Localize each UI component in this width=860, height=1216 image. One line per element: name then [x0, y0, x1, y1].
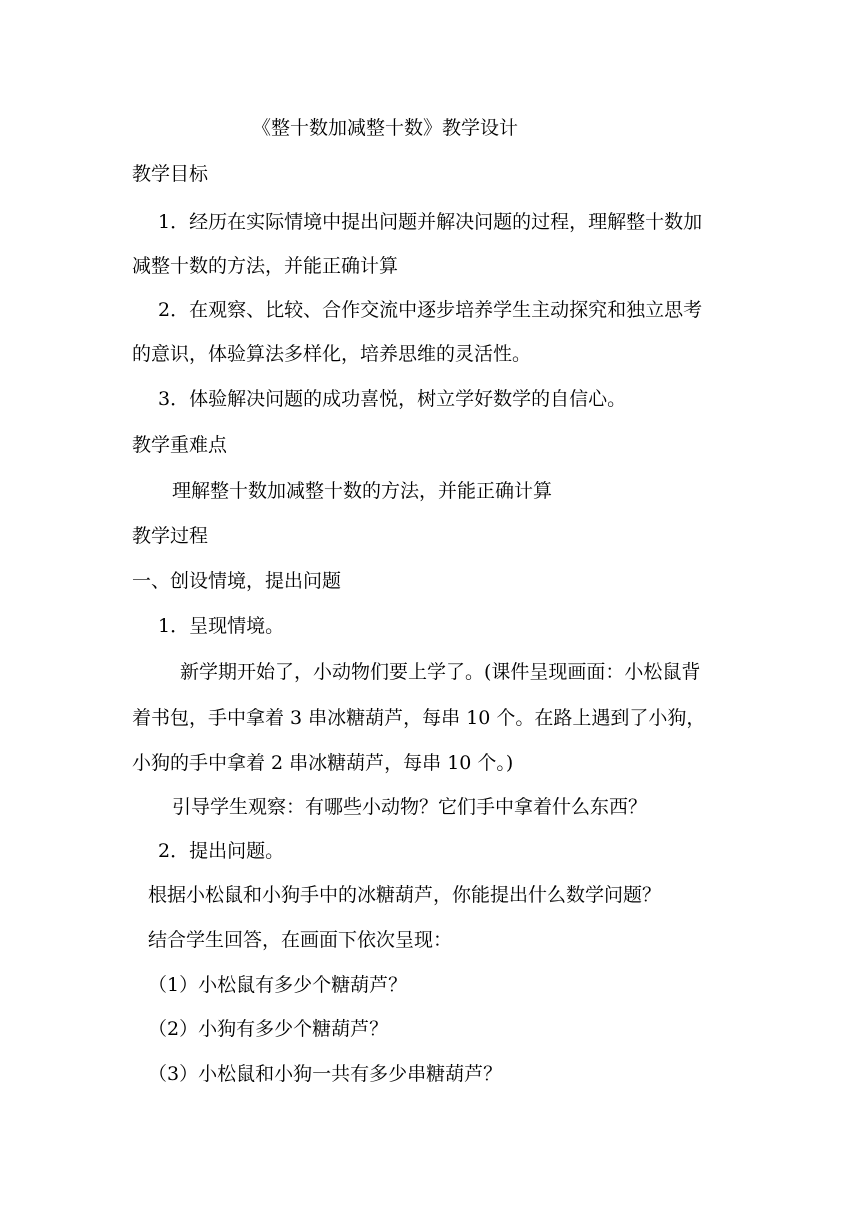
- key-points-text: 理解整十数加减整十数的方法，并能正确计算: [172, 480, 553, 502]
- question-3: （3）小松鼠和小狗一共有多少串糖葫芦？: [148, 1063, 503, 1085]
- document-title: 《整十数加减整十数》教学设计: [252, 117, 519, 139]
- question-prompt: 根据小松鼠和小狗手中的冰糖葫芦，你能提出什么数学问题？: [148, 884, 662, 906]
- part-1-heading: 一、创设情境，提出问题: [132, 570, 342, 592]
- heading-key-points: 教学重难点: [132, 434, 228, 456]
- objective-1-line-1: 1．经历在实际情境中提出问题并解决问题的过程，理解整十数加: [158, 211, 703, 233]
- question-1: （1）小松鼠有多少个糖葫芦？: [148, 974, 408, 996]
- heading-objectives: 教学目标: [132, 163, 209, 185]
- scenario-line-1: 新学期开始了，小动物们要上学了。(课件呈现画面：小松鼠背: [180, 661, 701, 683]
- answer-intro: 结合学生回答，在画面下依次呈现：: [148, 929, 453, 951]
- scenario-line-3: 小狗的手中拿着 2 串冰糖葫芦，每串 10 个。): [132, 752, 514, 774]
- heading-process: 教学过程: [132, 525, 209, 547]
- step-2: 2．提出问题。: [158, 840, 285, 862]
- guide-text: 引导学生观察：有哪些小动物？它们手中拿着什么东西？: [172, 796, 648, 818]
- step-1: 1．呈现情境。: [158, 615, 285, 637]
- objective-2-line-2: 的意识，体验算法多样化，培养思维的灵活性。: [132, 343, 532, 365]
- objective-2-line-1: 2．在观察、比较、合作交流中逐步培养学生主动探究和独立思考: [158, 299, 703, 321]
- scenario-line-2: 着书包，手中拿着 3 串冰糖葫芦，每串 10 个。在路上遇到了小狗，: [132, 707, 706, 729]
- objective-3: 3．体验解决问题的成功喜悦，树立学好数学的自信心。: [158, 388, 627, 410]
- objective-1-line-2: 减整十数的方法，并能正确计算: [132, 255, 399, 277]
- question-2: （2）小狗有多少个糖葫芦？: [148, 1018, 389, 1040]
